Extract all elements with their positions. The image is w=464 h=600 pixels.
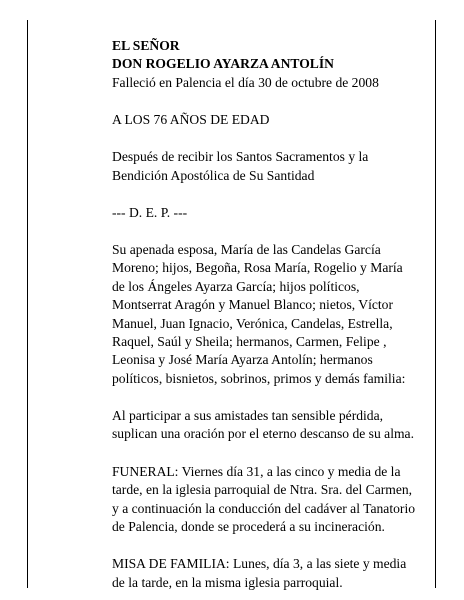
paragraph-line: políticos, bisnietos, sobrinos, primos y demás familia:	[112, 370, 406, 386]
paragraph-line: MISA DE FAMILIA: Lunes, día 3, a las siete y media	[112, 556, 407, 572]
paragraph-line: Moreno; hijos, Begoña, Rosa María, Rogelio y María	[112, 260, 403, 276]
paragraph-line: y a continuación la conducción del cadáver al Tanatorio	[112, 500, 416, 516]
family-mass-paragraph	[112, 555, 432, 592]
paragraph-line: de la tarde, en la misma iglesia parroquial.	[112, 574, 343, 590]
spacer	[112, 129, 432, 148]
paragraph-line: Montserrat Aragón y Manuel Blanco; nietos, Víctor	[112, 297, 394, 313]
paragraph-line: de Palencia, donde se procederá a su incineración.	[112, 518, 385, 534]
paragraph-line: de los Ángeles Ayarza García; hijos políticos,	[112, 278, 360, 294]
rip-line: --- D. E. P. ---	[112, 204, 188, 220]
spacer	[112, 92, 432, 111]
spacer	[112, 444, 432, 463]
paragraph-line: suplican una oración por el eterno descanso de su alma.	[112, 426, 414, 442]
honorific-title: EL SEÑOR	[112, 38, 180, 53]
paragraph-line: Leonisa y José María Ayarza Antolín; hermanos	[112, 352, 373, 368]
spacer	[112, 536, 432, 555]
paragraph-line: Bendición Apostólica de Su Santidad	[112, 167, 315, 183]
obituary-header	[112, 37, 432, 92]
family-paragraph	[112, 241, 432, 388]
paragraph-line: Manuel, Juan Ignacio, Verónica, Candelas, Estrella,	[112, 315, 393, 331]
spacer	[112, 222, 432, 241]
funeral-paragraph	[112, 463, 432, 537]
death-date-line: Falleció en Palencia el día 30 de octubre de 2008	[112, 74, 379, 90]
paragraph-line: Su apenada esposa, María de las Candelas García	[112, 242, 381, 258]
sacraments-paragraph	[112, 148, 432, 185]
paragraph-line: Después de recibir los Santos Sacramentos y la	[112, 149, 369, 165]
right-border-rule	[435, 20, 436, 588]
age-line: A LOS 76 AÑOS DE EDAD	[112, 112, 270, 128]
spacer	[112, 388, 432, 407]
deceased-name: DON ROGELIO AYARZA ANTOLÍN	[112, 56, 334, 72]
obituary-notice	[112, 37, 432, 592]
paragraph-line: tarde, en la iglesia parroquial de Ntra. Sra. del Carmen,	[112, 482, 413, 498]
request-paragraph	[112, 407, 432, 444]
paragraph-line: FUNERAL: Viernes día 31, a las cinco y media de la	[112, 463, 401, 479]
left-border-rule	[27, 20, 28, 588]
spacer	[112, 185, 432, 204]
paragraph-line: Raquel, Saúl y Sheila; hermanos, Carmen, Felipe ,	[112, 334, 387, 350]
paragraph-line: Al participar a sus amistades tan sensible pérdida,	[112, 408, 384, 424]
